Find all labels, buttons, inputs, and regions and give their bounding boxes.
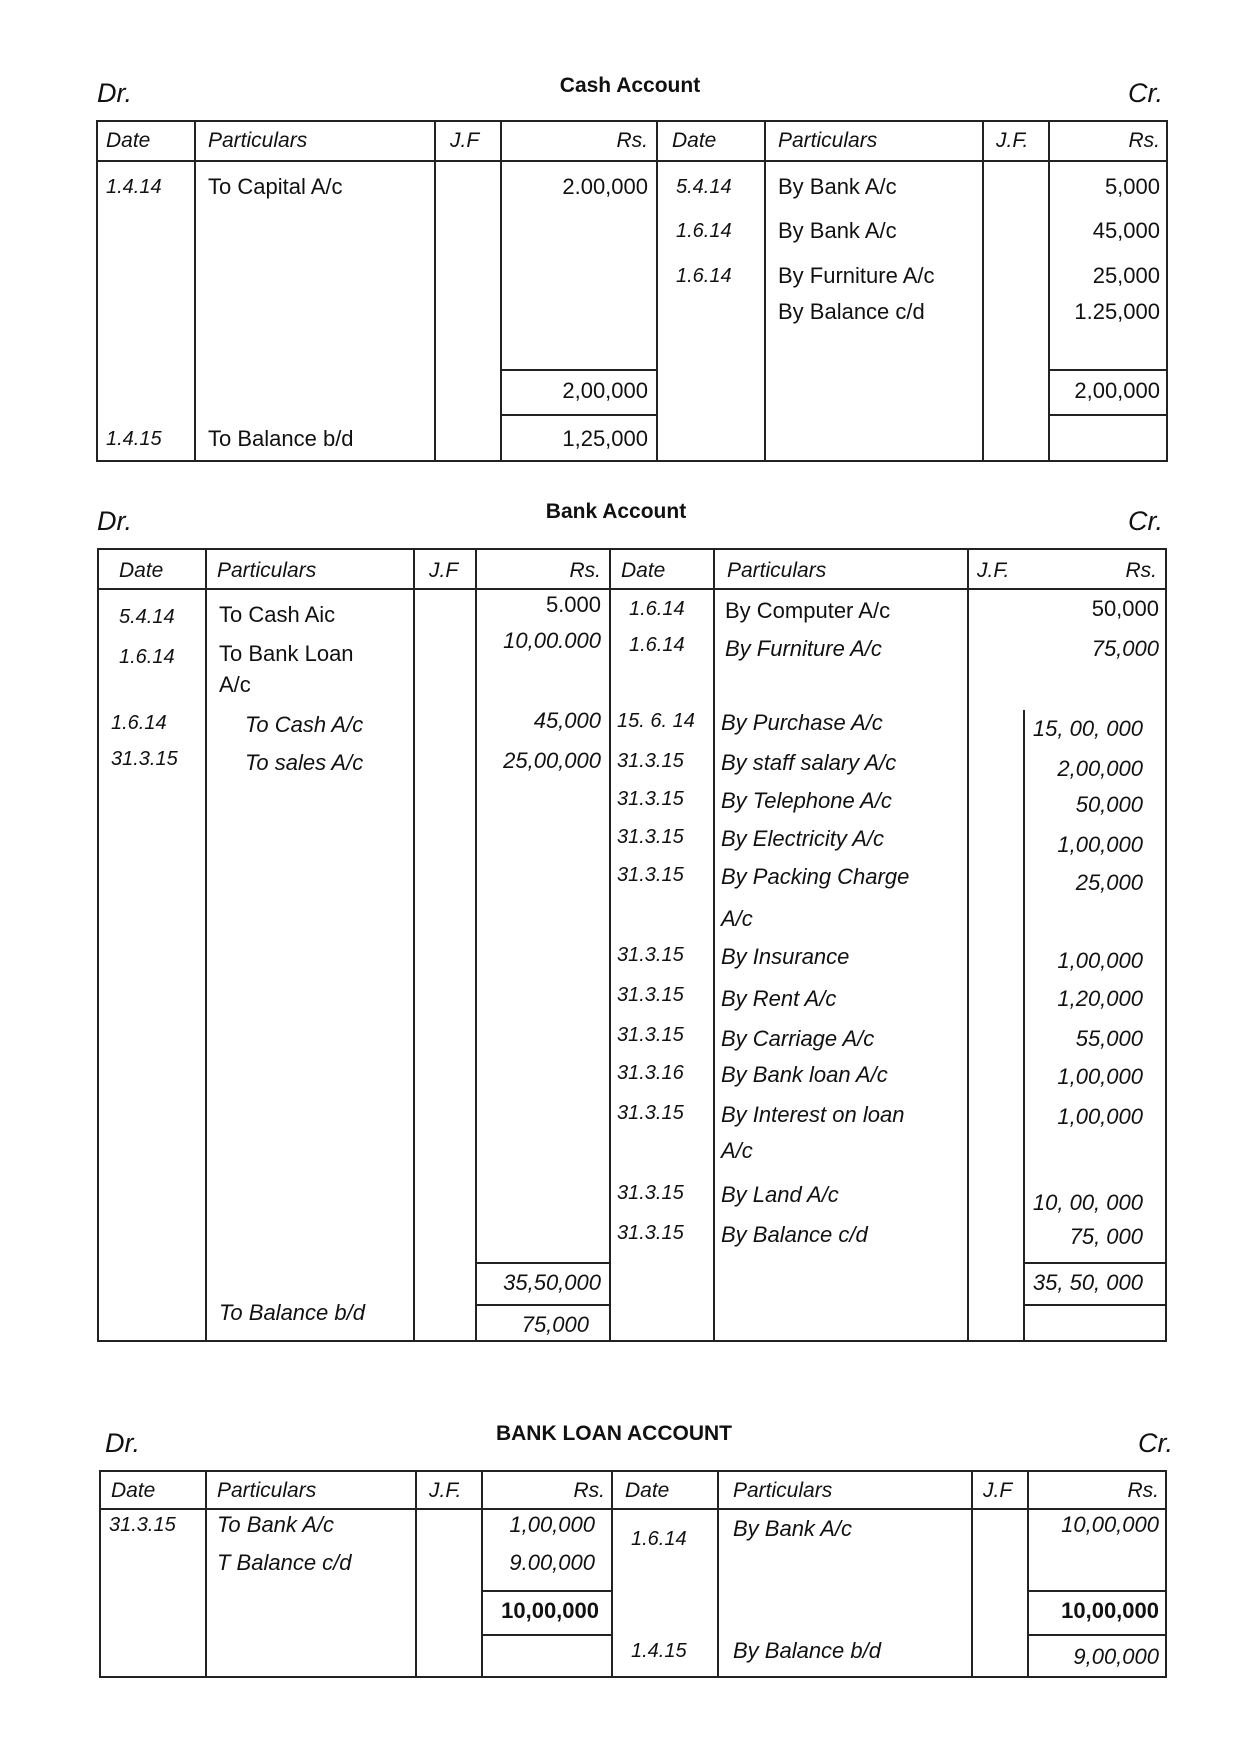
bank-credit-amount: 50,000 — [1091, 596, 1159, 621]
bank-credit-date: 31.3.15 — [617, 944, 684, 966]
loan-dr-label: Dr. — [105, 1428, 140, 1458]
loan-bd-particulars: By Balance b/d — [733, 1638, 881, 1663]
bank-bd-amount: 75,000 — [521, 1312, 589, 1337]
bank-header-jf-cr: J.F. — [977, 559, 1010, 582]
bank-credit-particulars: By Furniture A/c — [725, 636, 882, 661]
bank-credit-date: 31.3.15 — [617, 826, 684, 848]
bank-debit-date: 1.6.14 — [111, 712, 167, 734]
cash-header-particulars-dr: Particulars — [208, 129, 308, 152]
cash-credit-amount: 25,000 — [1092, 263, 1160, 288]
bank-debit-particulars: To sales A/c — [245, 750, 364, 775]
bank-credit-particulars: By Telephone A/c — [721, 788, 892, 813]
bank-debit-particulars-cont: A/c — [219, 672, 251, 697]
cash-total-credit: 2,00,000 — [1074, 378, 1160, 403]
loan-header-date-cr: Date — [625, 1479, 670, 1502]
cash-header-particulars-cr: Particulars — [778, 129, 878, 152]
bank-credit-particulars: By Bank loan A/c — [721, 1062, 888, 1087]
loan-total-credit: 10,00,000 — [1061, 1598, 1159, 1623]
bank-debit-amount: 10,00.000 — [503, 628, 601, 653]
bank-credit-particulars: By Computer A/c — [725, 598, 891, 623]
cash-table — [96, 120, 1168, 462]
cash-header-jf-dr: J.F — [450, 129, 480, 152]
bank-credit-amount: 1,00,000 — [1057, 1104, 1143, 1129]
loan-debit-date: 31.3.15 — [109, 1514, 176, 1536]
loan-header-rs-cr: Rs. — [1127, 1479, 1159, 1502]
bank-credit-particulars-cont: A/c — [721, 1138, 753, 1163]
bank-credit-date: 31.3.15 — [617, 788, 684, 810]
bank-bd-particulars: To Balance b/d — [219, 1300, 365, 1325]
loan-table — [99, 1470, 1167, 1678]
bank-credit-date: 1.6.14 — [629, 634, 685, 656]
cash-credit-particulars: By Bank A/c — [778, 218, 897, 243]
bank-credit-date: 31.3.15 — [617, 1222, 684, 1244]
bank-credit-date: 1.6.14 — [629, 598, 685, 620]
cash-bd-amount: 1,25,000 — [562, 426, 648, 451]
cash-dr-label: Dr. — [97, 78, 132, 108]
bank-credit-particulars: By Packing Charge — [721, 864, 910, 889]
cash-credit-date: 1.6.14 — [676, 265, 732, 287]
loan-header-particulars-cr: Particulars — [733, 1479, 833, 1502]
bank-credit-amount: 1,00,000 — [1057, 948, 1143, 973]
cash-bd-date: 1.4.15 — [106, 428, 162, 450]
bank-credit-amount: 2,00,000 — [1057, 756, 1143, 781]
bank-credit-particulars: By Balance c/d — [721, 1222, 868, 1247]
cash-debit-date: 1.4.14 — [106, 176, 162, 198]
bank-credit-particulars: By staff salary A/c — [721, 750, 897, 775]
bank-debit-particulars: To Bank Loan — [219, 641, 354, 666]
bank-total-debit: 35,50,000 — [503, 1270, 601, 1295]
cash-title: Cash Account — [559, 74, 701, 97]
bank-credit-date: 31.3.15 — [617, 1182, 684, 1204]
bank-table — [97, 548, 1167, 1342]
cash-credit-amount: 5,000 — [1104, 174, 1160, 199]
bank-debit-amount: 25,00,000 — [503, 748, 601, 773]
bank-credit-date: 31.3.15 — [617, 984, 684, 1006]
bank-header-rs-cr: Rs. — [1125, 559, 1157, 582]
bank-credit-particulars: By Purchase A/c — [721, 710, 883, 735]
bank-header-rs-dr: Rs. — [569, 559, 601, 582]
cash-cr-label: Cr. — [1128, 78, 1163, 108]
bank-credit-date: 31.3.15 — [617, 864, 684, 886]
loan-bd-amount: 9,00,000 — [1073, 1644, 1159, 1669]
bank-title: Bank Account — [545, 500, 687, 523]
loan-debit-particulars: To Bank A/c — [217, 1512, 334, 1537]
cash-header-date-dr: Date — [106, 129, 151, 152]
loan-header-jf-dr: J.F. — [429, 1479, 462, 1502]
loan-header-date-dr: Date — [111, 1479, 156, 1502]
bank-header-particulars-cr: Particulars — [727, 559, 827, 582]
cash-credit-particulars: By Furniture A/c — [778, 263, 935, 288]
bank-credit-amount: 10, 00, 000 — [1032, 1190, 1143, 1215]
bank-credit-particulars: By Electricity A/c — [721, 826, 884, 851]
bank-credit-date: 31.3.15 — [617, 750, 684, 772]
bank-credit-amount: 1,00,000 — [1057, 832, 1143, 857]
loan-bd-date: 1.4.15 — [631, 1640, 687, 1662]
cash-credit-date: 1.6.14 — [676, 220, 732, 242]
bank-debit-date: 31.3.15 — [111, 748, 178, 770]
loan-debit-amount: 9.00,000 — [509, 1550, 595, 1575]
bank-credit-amount: 50,000 — [1075, 792, 1143, 817]
cash-total-debit: 2,00,000 — [562, 378, 648, 403]
bank-debit-date: 5.4.14 — [119, 606, 175, 628]
cash-credit-amount: 45,000 — [1092, 218, 1160, 243]
bank-header-date-cr: Date — [621, 559, 666, 582]
bank-cr-label: Cr. — [1128, 506, 1163, 536]
loan-credit-date: 1.6.14 — [631, 1528, 687, 1550]
bank-debit-amount: 45,000 — [533, 708, 601, 733]
loan-credit-particulars: By Bank A/c — [733, 1516, 853, 1541]
cash-header-rs-cr: Rs. — [1128, 129, 1160, 152]
bank-debit-amount: 5.000 — [545, 592, 601, 617]
bank-credit-date: 31.3.16 — [617, 1062, 684, 1084]
cash-header-date-cr: Date — [672, 129, 717, 152]
bank-credit-date: 31.3.15 — [617, 1102, 684, 1124]
bank-dr-label: Dr. — [97, 506, 132, 536]
cash-credit-particulars: By Bank A/c — [778, 174, 897, 199]
cash-header-rs-dr: Rs. — [616, 129, 648, 152]
loan-header-jf-cr: J.F — [983, 1479, 1013, 1502]
bank-credit-amount: 15, 00, 000 — [1032, 716, 1143, 741]
bank-credit-particulars: By Carriage A/c — [721, 1026, 875, 1051]
loan-header-particulars-dr: Particulars — [217, 1479, 317, 1502]
cash-debit-particulars: To Capital A/c — [208, 174, 343, 199]
bank-credit-date: 31.3.15 — [617, 1024, 684, 1046]
bank-credit-amount: 75,000 — [1091, 636, 1159, 661]
bank-credit-particulars: By Interest on loan — [721, 1102, 905, 1127]
bank-credit-amount: 1,00,000 — [1057, 1064, 1143, 1089]
bank-credit-particulars-cont: A/c — [721, 906, 753, 931]
bank-debit-particulars: To Cash Aic — [219, 602, 336, 627]
loan-credit-amount: 10,00,000 — [1061, 1512, 1159, 1537]
loan-cr-label: Cr. — [1138, 1428, 1173, 1458]
cash-credit-particulars: By Balance c/d — [778, 299, 925, 324]
bank-total-credit: 35, 50, 000 — [1032, 1270, 1143, 1295]
bank-credit-amount: 55,000 — [1075, 1026, 1143, 1051]
bank-credit-particulars: By Rent A/c — [721, 986, 837, 1011]
bank-header-particulars-dr: Particulars — [217, 559, 317, 582]
loan-title: BANK LOAN ACCOUNT — [495, 1422, 733, 1445]
bank-header-jf-dr: J.F — [429, 559, 459, 582]
bank-credit-particulars: By Land A/c — [721, 1182, 839, 1207]
cash-credit-amount: 1.25,000 — [1074, 299, 1160, 324]
bank-header-date-dr: Date — [119, 559, 164, 582]
bank-credit-amount: 75, 000 — [1069, 1224, 1143, 1249]
loan-debit-amount: 1,00,000 — [509, 1512, 595, 1537]
bank-credit-particulars: By Insurance — [721, 944, 850, 969]
bank-debit-date: 1.6.14 — [119, 646, 175, 668]
bank-credit-amount: 1,20,000 — [1057, 986, 1143, 1011]
cash-bd-particulars: To Balance b/d — [208, 426, 354, 451]
bank-debit-particulars: To Cash A/c — [245, 712, 364, 737]
loan-header-rs-dr: Rs. — [573, 1479, 605, 1502]
loan-total-debit: 10,00,000 — [501, 1598, 599, 1623]
cash-header-jf-cr: J.F. — [996, 129, 1029, 152]
cash-credit-date: 5.4.14 — [676, 176, 732, 198]
bank-credit-date: 15. 6. 14 — [617, 710, 695, 732]
loan-debit-particulars: T Balance c/d — [217, 1550, 352, 1575]
cash-debit-amount: 2.00,000 — [562, 174, 648, 199]
bank-credit-amount: 25,000 — [1075, 870, 1143, 895]
